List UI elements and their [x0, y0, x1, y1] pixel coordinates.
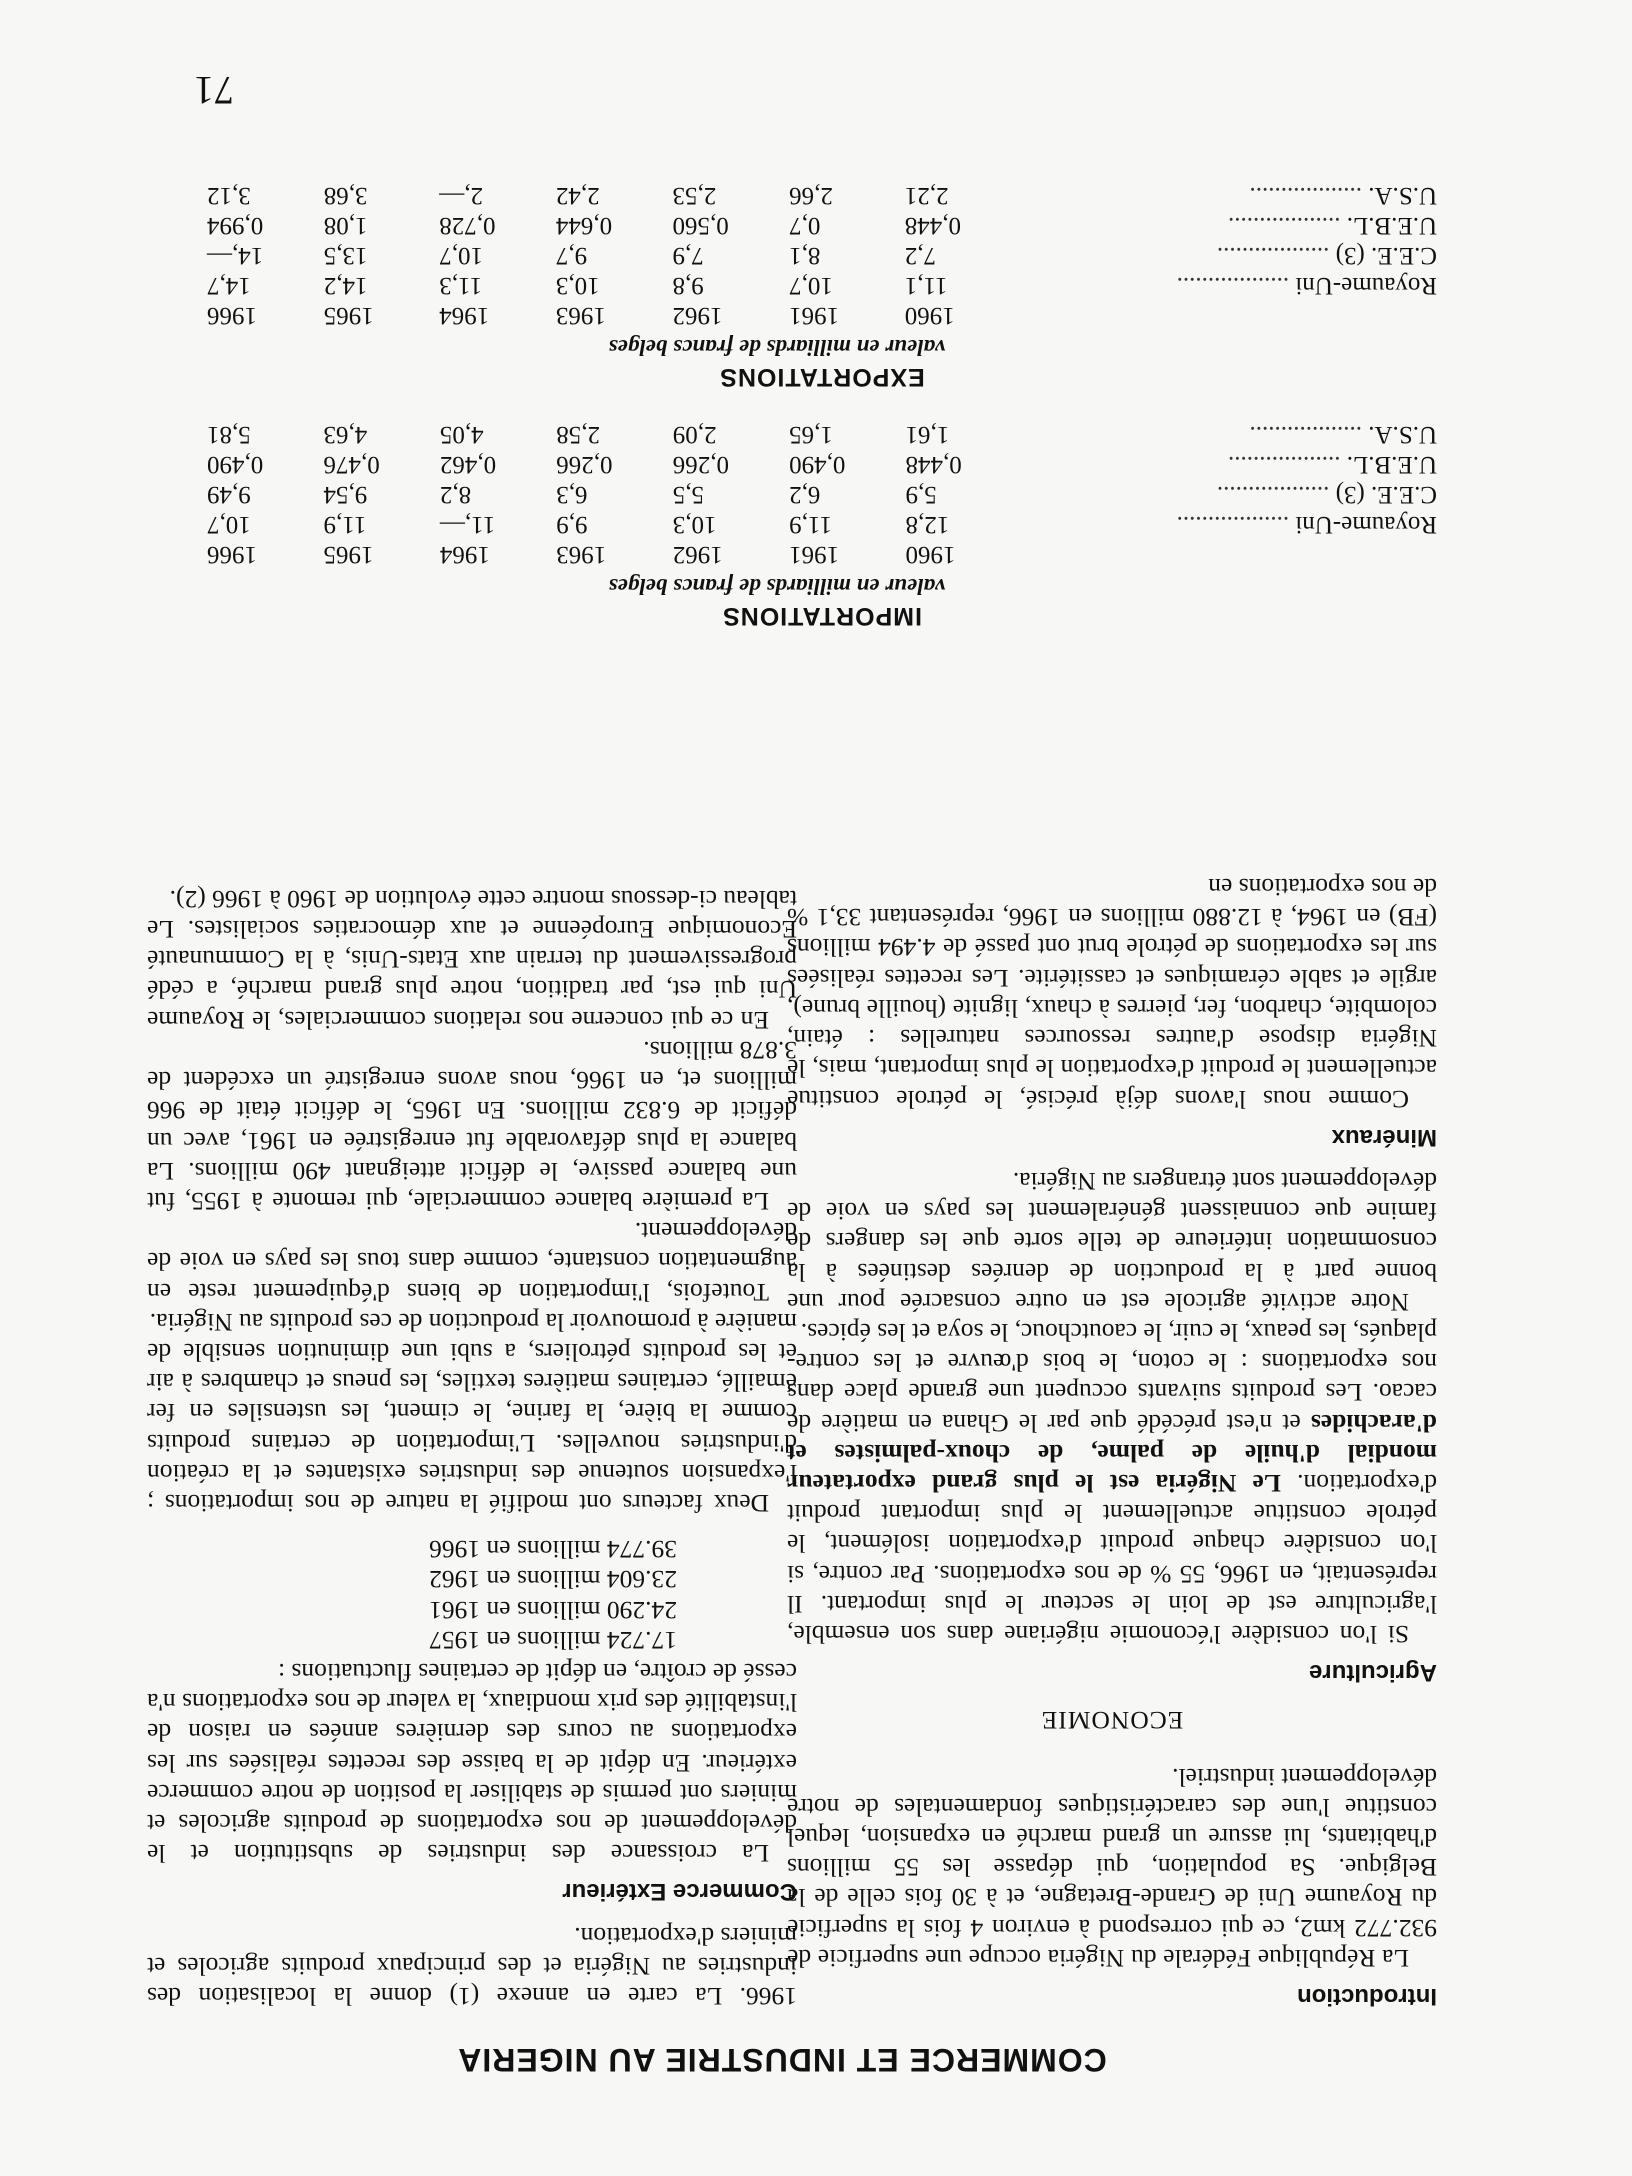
table-row: [207, 180, 1437, 210]
mineraux-heading: Minéraux: [1331, 1123, 1437, 1151]
leader-dots: ..................: [1227, 212, 1341, 239]
row-label: U.S.A.: [1368, 421, 1437, 448]
table-cell: 2,09: [672, 421, 717, 448]
exports-table-block: [207, 180, 1437, 391]
row-label: U.E.B.L.: [1346, 451, 1437, 478]
export-figure: 24.290 millions en 1961: [429, 1595, 677, 1625]
table-cell: 9,7: [555, 242, 588, 269]
table-cell: 6,2: [789, 481, 821, 508]
economie-label: ECONOMIE: [1040, 1706, 1184, 1736]
year-header: 1960: [905, 541, 956, 568]
commerce-exterieur-heading: Commerce Extérieur: [562, 1878, 797, 1906]
leader-dots: ..................: [1249, 182, 1362, 209]
table-cell: 11,9: [323, 511, 367, 538]
year-header: 1961: [789, 541, 840, 568]
table-cell: 2,53: [672, 182, 717, 209]
year-header: 1965: [323, 302, 374, 329]
page-number: 71: [194, 68, 234, 113]
mineraux-paragraph: Comme nous l'avons déjà précisé, le pétrole constitue actuellement le produit d'exportation le plus important, mais, le Nigéria dispose d'autres ressources naturelles : étain, colombite, charbon, fer, pierres à chaux, lignite (houille brune), argile et sable céramiques et cassitérite. Les recettes réalisées sur les exportations de pétrole brut ont passé de 4.494 millions (FB) en 1964, à 12.880 millions en 1966, représentant 33,1 % de nos exportations en: [787, 873, 1437, 1114]
imports-heading: IMPORTATIONS: [722, 602, 922, 630]
table-cell: 0,728: [439, 212, 496, 239]
table-cell: 0,994: [207, 212, 264, 239]
table-cell: 3,68: [323, 182, 368, 209]
table-cell: 8,1: [789, 242, 821, 269]
table-cell: 2,21: [904, 182, 949, 209]
leader-dots: ..................: [1176, 272, 1290, 299]
page-title: COMMERCE ET INDUSTRIE AU NIGERIA: [457, 2042, 1107, 2078]
table-cell: 11,—: [439, 511, 496, 538]
year-header: 1963: [556, 541, 607, 568]
table-cell: 0,476: [323, 451, 380, 478]
agriculture-paragraph-1: [787, 1317, 1437, 1649]
table-cell: 0,490: [789, 451, 846, 478]
table-header-row: [207, 539, 1437, 569]
agriculture-heading: Agriculture: [1308, 1659, 1437, 1687]
year-header: 1961: [789, 302, 840, 329]
table-cell: 14,7: [207, 272, 251, 299]
trade-tables: [207, 152, 1437, 636]
imports-table: [207, 419, 1437, 569]
commerce-paragraph-2: Deux facteurs ont modifié la nature de nos importations ; l'expansion soutenue des industries existantes et la création d'industries nouvelles. L'importation de certains produits comme la bière, la farine, le ciment, les ustensiles en fer émaillé, certaines matières textiles, les pneus et chambres à air et les produits pétroliers, a subi une diminution sensible de manière à promouvoir la production de ces produits au Nigéria.: [147, 1307, 797, 1518]
row-label: Royaume-Uni: [1295, 511, 1437, 538]
table-cell: 0,462: [439, 451, 497, 478]
row-label: Royaume-Uni: [1295, 272, 1437, 299]
agriculture-paragraph-2: Notre activité agricole est en outre consacrée pour une bonne part à la production de denrées destinées à la consommation intérieure de telle sorte que les dangers de famine que connaissent généralement les pays en voie de développement sont étrangers au Nigéria.: [787, 1166, 1437, 1317]
commerce-paragraph-3: Toutefois, l'importation de biens d'équipement reste en augmentation constante, comme dans tous les pays en voie de développement.: [147, 1217, 797, 1307]
year-header: 1960: [904, 302, 955, 329]
table-cell: 3,12: [207, 182, 251, 209]
left-column: [787, 872, 1437, 2011]
table-cell: 0,266: [672, 451, 729, 478]
table-cell: 0,266: [556, 451, 613, 478]
export-figures-list: [147, 1534, 797, 1655]
table-row: [207, 210, 1437, 240]
table-cell: 11,9: [789, 511, 832, 538]
table-cell: 2,58: [556, 421, 601, 448]
table-cell: 0,7: [789, 212, 821, 239]
table-cell: 2,—: [439, 182, 483, 209]
table-cell: 5,9: [905, 481, 937, 508]
row-label: C.E.E. (3): [1335, 481, 1437, 508]
exports-heading: EXPORTATIONS: [719, 363, 925, 391]
table-cell: 10,7: [789, 272, 833, 299]
table-cell: 0,560: [672, 212, 729, 239]
commerce-paragraph-1: La croissance des industries de substitution et le développement de nos exportations de produits agricoles et miniers ont permis de stabiliser la position de notre commerce extérieur. En dépit de la baisse des recettes réalisées sur les exportations au cours des dernières années en raison de l'instabilité des prix mondiaux, la valeur de nos exportations n'a cessé de croître, en dépit de certaines fluctuations :: [147, 1657, 797, 1869]
table-cell: 1,61: [905, 421, 950, 448]
year-header: 1964: [439, 541, 490, 568]
table-row: [207, 270, 1437, 300]
row-label: C.E.E. (3): [1335, 242, 1437, 269]
table-cell: 8,2: [439, 481, 472, 508]
table-row: [207, 449, 1437, 479]
table-cell: 1,08: [323, 212, 368, 239]
table-cell: 9,9: [556, 511, 588, 538]
table-cell: 1,65: [789, 421, 833, 448]
table-header-row: [207, 300, 1437, 330]
leader-dots: ..................: [1216, 481, 1330, 508]
table-cell: 0,448: [904, 212, 961, 239]
table-cell: 9,8: [672, 272, 704, 299]
commerce-paragraph-5: En ce qui concerne nos relations commerciales, le Royaume Uni qui est, par tradition, notre plus grand marché, a cédé progressivement du terrain aux Etats-Unis, à la Communauté Economique Européenne et aux démocraties socialistes. Le tableau ci-dessous montre cette évolution de 1960 à 1966 (2).: [147, 884, 797, 1035]
table-cell: 9,54: [323, 481, 368, 508]
table-cell: 0,644: [555, 212, 613, 239]
table-cell: 4,63: [323, 421, 368, 448]
leader-dots: ..................: [1227, 451, 1341, 478]
export-figure: 39.774 millions en 1966: [429, 1535, 677, 1565]
introduction-heading: Introduction: [1297, 1983, 1437, 2010]
year-header: 1966: [207, 541, 257, 568]
table-cell: 2,42: [555, 182, 600, 209]
table-cell: 0,490: [207, 451, 264, 478]
table-cell: 0,448: [905, 451, 962, 478]
year-header: 1963: [555, 302, 606, 329]
table-cell: 6,3: [556, 481, 588, 508]
exports-subheading: valeur en milliards de francs belges: [608, 335, 946, 360]
table-cell: 13,5: [323, 242, 368, 269]
table-cell: 2,66: [789, 182, 833, 209]
year-header: 1964: [439, 302, 490, 329]
table-cell: 7,9: [672, 242, 704, 269]
commerce-paragraph-4: La première balance commerciale, qui remonte à 1955, fut une balance passive, le déficit atteignant 490 millions. La balance la plus défavorable fut enregistrée en 1961, avec un déficit de 6.832 millions. En 1965, le déficit était de 966 millions et, en 1966, nous avons enregistré un excédent de 3.878 millions.: [147, 1035, 797, 1216]
year-header: 1962: [672, 541, 723, 568]
table-cell: 5,5: [672, 481, 704, 508]
table-cell: 4,05: [439, 421, 484, 448]
year-header: 1965: [323, 541, 374, 568]
table-cell: 10,7: [439, 242, 483, 269]
year-header: 1962: [672, 302, 723, 329]
agriculture-text-a: Si l'on considère l'économie nigériane dans son ensemble, l'agriculture est de loin le secteur le plus important. Il représentait, en 1966, 55 % de nos exportations. Par contre, si l'on considère chaque produit d'exportation isolément, le pétrole constitue actuellement le plus important produit d'exportation.: [787, 1468, 1437, 1649]
introduction-paragraph: La République Fédérale du Nigéria occupe une superficie de 932.772 km2, ce qui correspond à environ 4 fois la superficie du Royaume Uni de Grande-Bretagne, et à 30 fois celle de la Belgique. Sa population, qui dépasse les 55 millions d'habitants, lui assure un grand marché en expansion, lequel constitue l'une des caractéristiques fondamentales de notre développement industriel.: [787, 1762, 1437, 1973]
leader-dots: ..................: [1216, 242, 1330, 269]
table-row: [207, 419, 1437, 449]
table-cell: 14,2: [323, 272, 368, 299]
table-cell: 12,8: [905, 511, 950, 538]
imports-subheading: valeur en milliards de francs belges: [608, 574, 946, 599]
export-figure: 17.724 millions en 1957: [429, 1625, 677, 1655]
table-row: [207, 240, 1437, 270]
leader-dots: ..................: [1249, 421, 1362, 448]
table-cell: 9,49: [207, 481, 251, 508]
table-cell: 5,81: [207, 421, 251, 448]
year-header: 1966: [207, 302, 257, 329]
imports-table-block: [207, 419, 1437, 630]
table-cell: 11,1: [904, 272, 948, 299]
table-cell: 14,—: [207, 242, 264, 269]
row-label: U.S.A.: [1368, 182, 1437, 209]
export-figure: 23.604 millions en 1962: [429, 1565, 677, 1595]
table-cell: 10,3: [672, 511, 717, 538]
agriculture-text-b: et n'est précédé que par le Ghana en matière de cacao. Les produits suivants occupent une grande place dans nos exportations : le coton, le bois d'œuvre et les contre-plaqués, les peaux, le cuir, le caoutchouc, le soya et les épices.: [787, 1317, 1437, 1438]
row-label: U.E.B.L.: [1346, 212, 1437, 239]
table-cell: 10,7: [207, 511, 251, 538]
table-row: [207, 509, 1437, 539]
right-column: [147, 884, 797, 2011]
table-cell: 7,2: [904, 242, 936, 269]
continuation-paragraph: 1966. La carte en annexe (1) donne la localisation des industries au Nigéria et des principaux produits agricoles et miniers d'exportation.: [147, 1921, 797, 2011]
leader-dots: ..................: [1176, 511, 1290, 538]
table-cell: 10,3: [555, 272, 600, 299]
table-cell: 11,3: [439, 272, 483, 299]
agriculture-text-bold: Le Nigéria est le plus grand exportateur mondial d'huile de palme, de choux-palmistes et d'arachides: [787, 1408, 1437, 1498]
exports-table: [207, 180, 1437, 330]
table-row: [207, 479, 1437, 509]
